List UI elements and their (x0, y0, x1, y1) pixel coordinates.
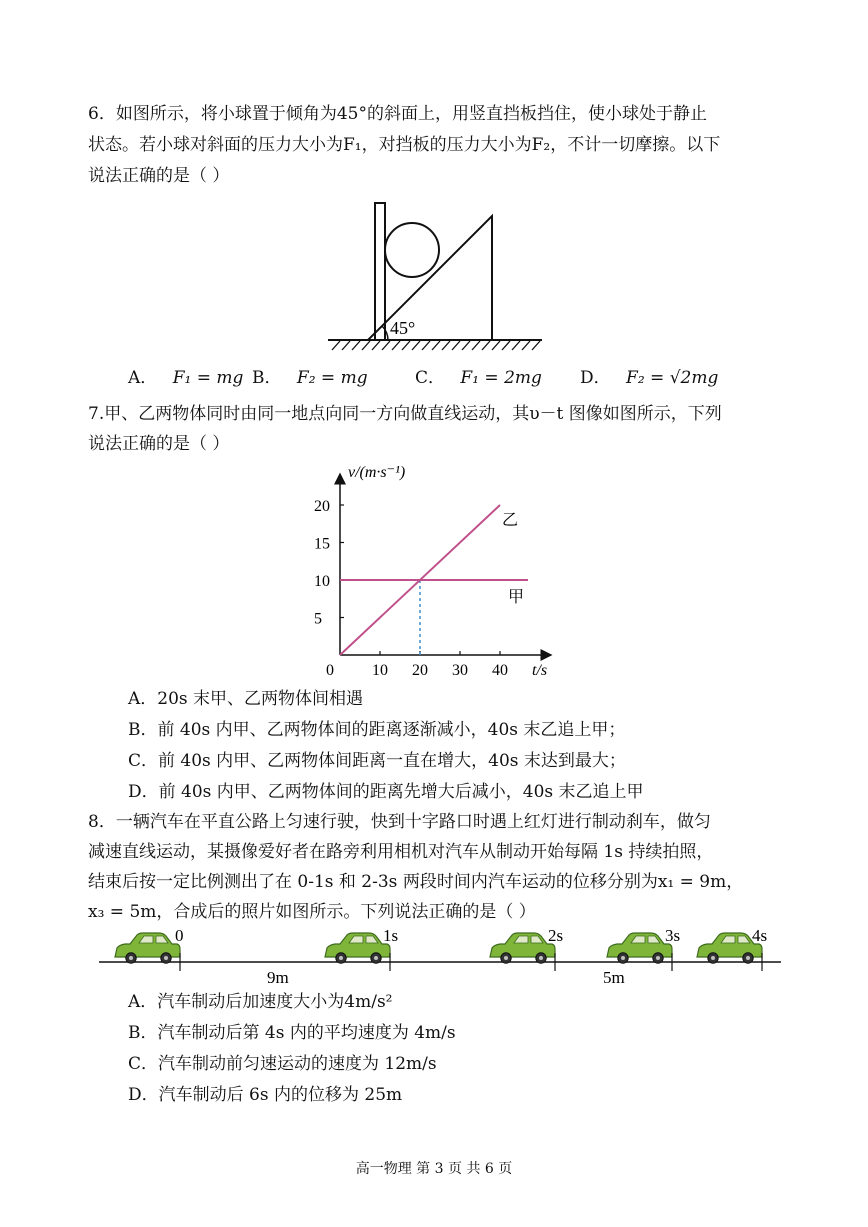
q8-option-b: B．汽车制动后第 4s 内的平均速度为 4m/s (128, 1023, 456, 1043)
q6-option-d (580, 364, 718, 392)
q7-line-1: 7.甲、乙两物体同时由同一地点向同一方向做直线运动，其υ－t 图像如图所示，下列 (88, 404, 722, 424)
x-tick-label: 10 (372, 662, 388, 679)
q8-line-3: 结束后按一定比例测出了在 0-1s 和 2-3s 两段时间内汽车运动的位移分别为x₁ = 9m， (88, 872, 744, 892)
x-tick-label: 40 (492, 662, 508, 679)
time-label-3: 3s (665, 926, 681, 945)
option-label: B． (252, 368, 282, 388)
distance-label-x3: 5m (603, 968, 625, 987)
q6-option-b (252, 364, 368, 392)
q8-option-c: C．汽车制动前匀速运动的速度为 12m/s (128, 1054, 437, 1074)
q8-line-1: 8．一辆汽车在平直公路上匀速行驶，快到十字路口时遇上红灯进行制动刹车，做匀 (88, 812, 711, 832)
q7-line-2: 说法正确的是（ ） (88, 434, 230, 454)
series-label-jia: 甲 (508, 589, 525, 606)
baffle-board (375, 203, 385, 340)
q8-option-d: D．汽车制动后 6s 内的位移为 25m (128, 1085, 403, 1105)
distance-label-x1: 9m (267, 968, 289, 987)
car-photo-figure (95, 925, 785, 987)
option-label: A． (128, 368, 158, 388)
x-tick-label: 30 (452, 662, 468, 679)
car-1 (325, 933, 390, 963)
ground-hatching (332, 341, 540, 350)
q6-option-c (415, 364, 542, 392)
q8-line-2: 减速直线运动，某摄像爱好者在路旁利用相机对汽车从制动开始每隔 1s 持续拍照， (88, 842, 714, 862)
y-tick-label: 10 (314, 573, 330, 590)
q7-option-d: D．前 40s 内甲、乙两物体间的距离先增大后减小，40s 末乙追上甲 (128, 782, 644, 802)
car-0 (115, 933, 180, 963)
q6-line-1: 6．如图所示，将小球置于倾角为45°的斜面上，用竖直挡板挡住，使小球处于静止 (88, 104, 707, 124)
car-2 (490, 933, 555, 963)
time-label-0: 0 (175, 926, 184, 945)
time-label-2: 2s (548, 926, 564, 945)
q7-option-a: A．20s 末甲、乙两物体间相遇 (128, 689, 364, 709)
option-text: F₂ = mg (296, 368, 368, 388)
x-tick-label: 20 (412, 662, 428, 679)
q8-line-4: x₃ = 5m，合成后的照片如图所示。下列说法正确的是（ ） (88, 902, 536, 922)
angle-label: 45° (390, 318, 416, 338)
y-tick-label: 15 (314, 535, 330, 553)
y-tick-label: 20 (314, 498, 330, 515)
q6-line-3: 说法正确的是（ ） (88, 166, 230, 186)
series-label-yi: 乙 (502, 512, 519, 529)
option-label: C． (415, 368, 446, 388)
car-3 (607, 933, 672, 963)
x-tick-label: 0 (326, 662, 334, 679)
time-label-4: 4s (752, 926, 768, 945)
option-text: F₁ = mg (172, 368, 244, 388)
q6-option-a (128, 364, 243, 392)
incline-figure (320, 195, 550, 355)
time-label-1: 1s (383, 926, 399, 945)
option-label: D． (580, 368, 611, 388)
q6-line-2: 状态。若小球对斜面的压力大小为F₁，对挡板的压力大小为F₂，不计一切摩擦。以下 (88, 135, 721, 155)
y-axis-label: v/(m·s⁻¹) (348, 464, 406, 481)
y-tick-label: 5 (314, 610, 322, 628)
option-text: F₂ = √2mg (626, 368, 719, 388)
q7-option-b: B．前 40s 内甲、乙两物体间的距离逐渐减小，40s 末乙追上甲； (128, 720, 626, 740)
ball (385, 223, 439, 277)
q7-option-c: C．前 40s 内甲、乙两物体间距离一直在增大，40s 末达到最大； (128, 751, 626, 771)
page-footer: 高一物理 第 3 页 共 6 页 (355, 1161, 513, 1177)
option-text: F₁ = 2mg (460, 368, 542, 388)
q8-option-a: A．汽车制动后加速度大小为4m/s² (128, 992, 393, 1012)
vt-chart (300, 455, 570, 685)
x-axis-label: t/s (532, 662, 548, 679)
